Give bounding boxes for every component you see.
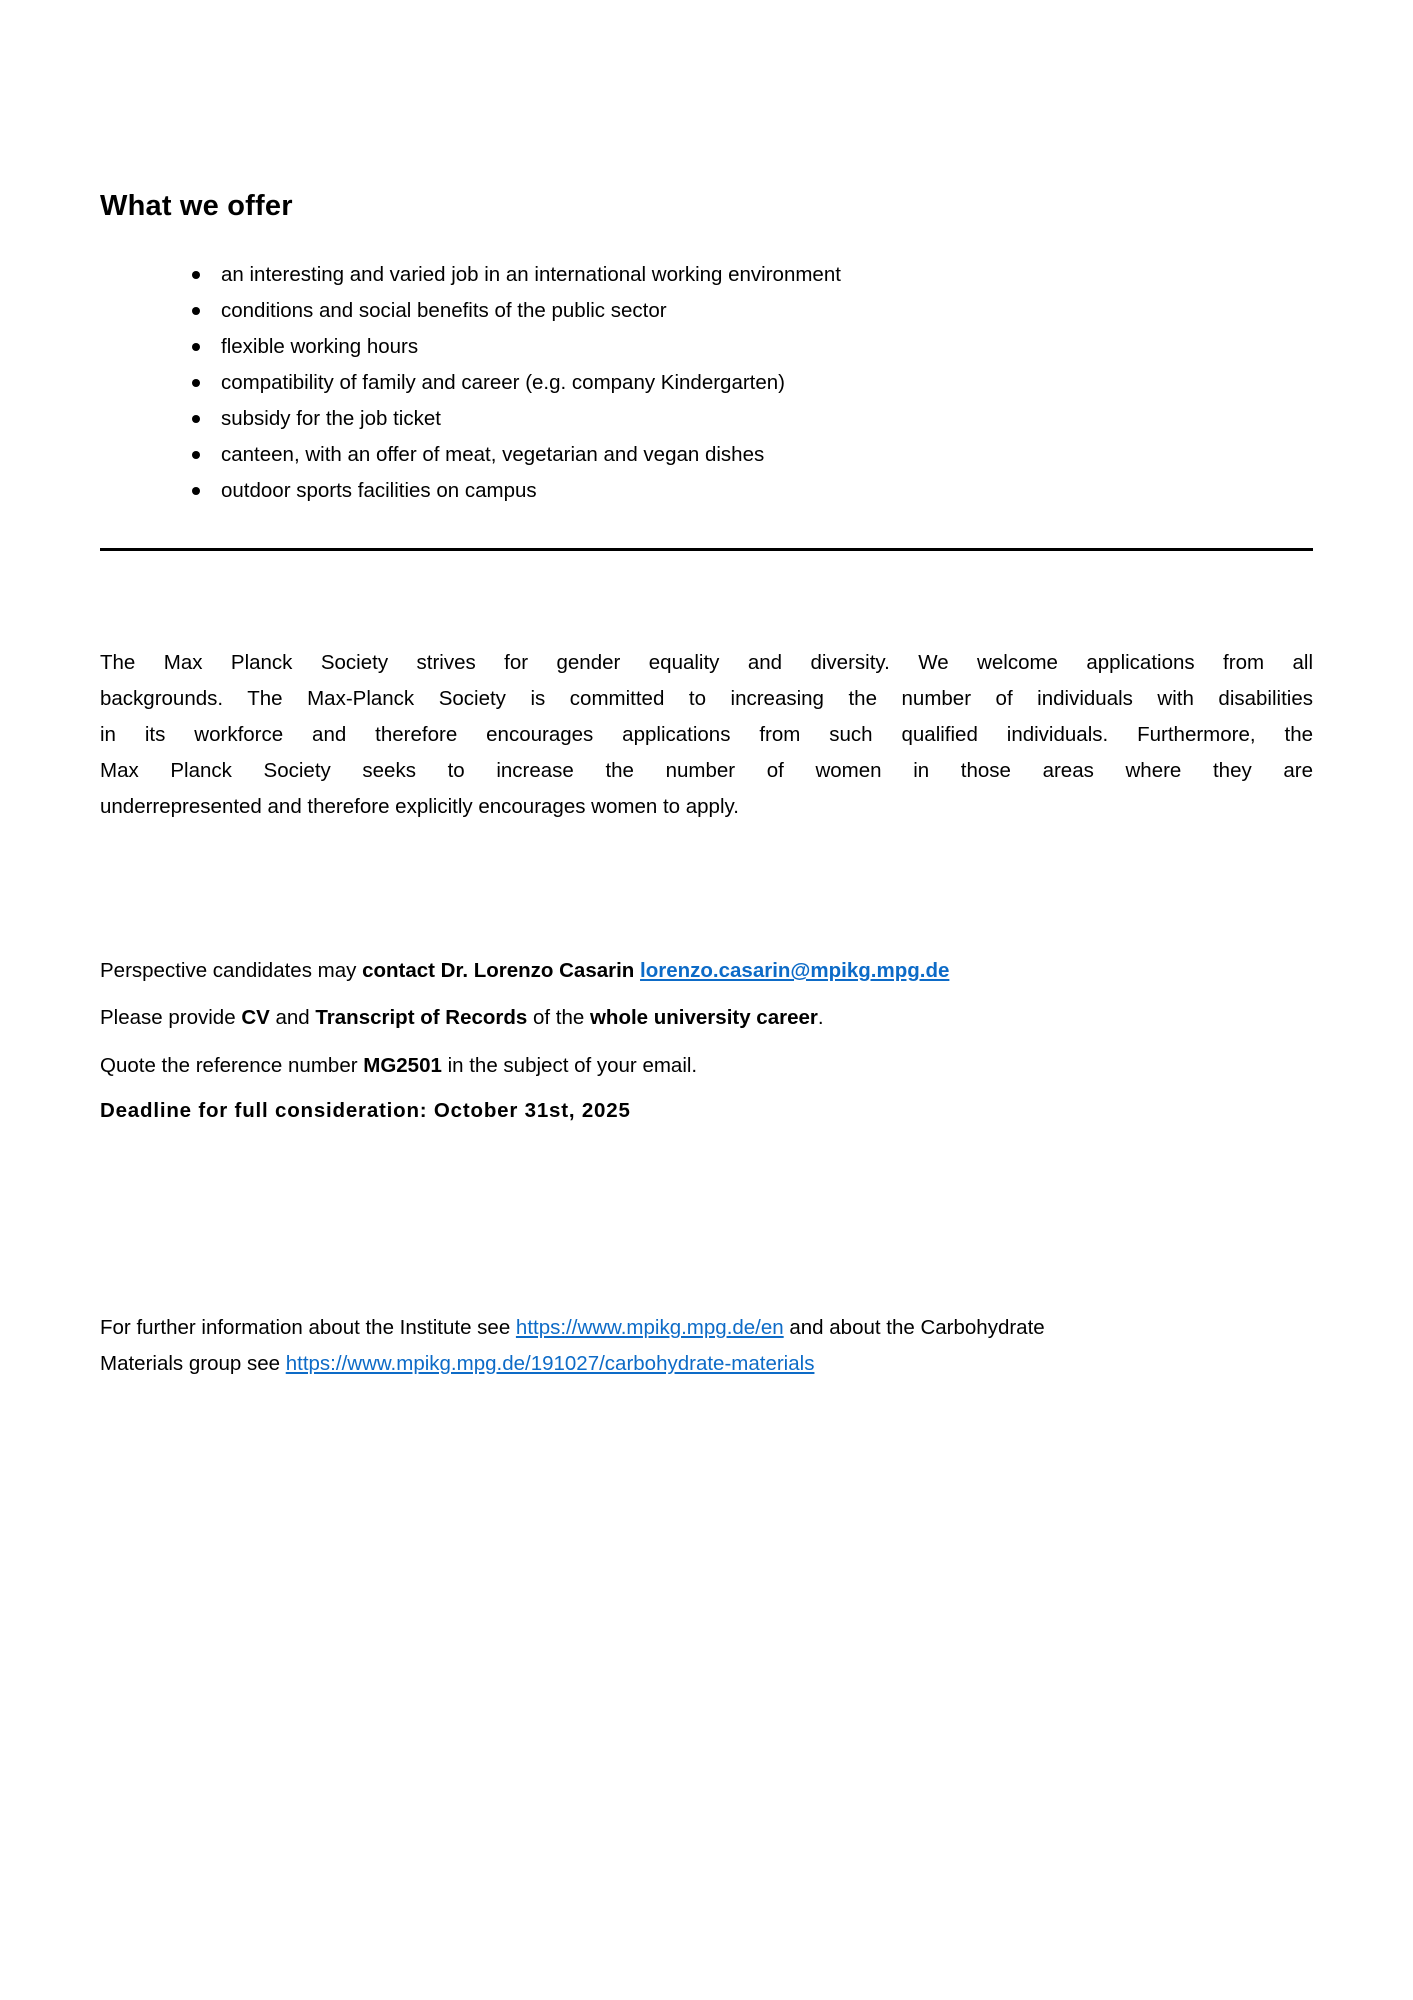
list-item-text: flexible working hours <box>221 335 419 358</box>
diversity-paragraph-line: The Max Planck Society strives for gender equality and diversity. We welcome applications from all <box>100 651 1313 674</box>
carbohydrate-group-link[interactable]: https://www.mpikg.mpg.de/191027/carbohydrate-materials <box>285 1352 815 1375</box>
contact-line <box>100 957 1313 985</box>
documents-line <box>100 1004 1313 1032</box>
further-info-line <box>100 1310 1313 1346</box>
reference-text: Quote the reference number <box>100 1054 364 1077</box>
further-info-paragraph <box>100 1310 1313 1382</box>
further-info-line <box>100 1346 1313 1382</box>
further-info-text: Materials group see <box>100 1352 286 1375</box>
list-item-text: compatibility of family and career (e.g. company Kindergarten) <box>221 371 786 394</box>
list-item <box>100 257 1313 293</box>
section-divider <box>100 548 1313 551</box>
bullet-icon <box>192 379 200 387</box>
institute-link[interactable]: https://www.mpikg.mpg.de/en <box>515 1316 784 1339</box>
contact-text: Perspective candidates may <box>100 959 363 982</box>
offer-list <box>100 257 1313 509</box>
reference-number: MG2501 <box>363 1054 442 1077</box>
list-item <box>100 437 1313 473</box>
reference-line <box>100 1052 1313 1080</box>
reference-text: in the subject of your email. <box>441 1054 698 1077</box>
cv-bold: CV <box>241 1006 270 1029</box>
diversity-paragraph-line: Max Planck Society seeks to increase the number of women in those areas where they are <box>100 759 1313 782</box>
diversity-paragraph-line: backgrounds. The Max-Planck Society is committed to increasing the number of individuals with disabilities <box>100 687 1313 710</box>
list-item-text: an interesting and varied job in an international working environment <box>221 263 841 286</box>
list-item <box>100 401 1313 437</box>
bullet-icon <box>192 415 200 423</box>
list-item-text: conditions and social benefits of the public sector <box>221 299 667 322</box>
transcript-bold: Transcript of Records <box>315 1006 528 1029</box>
list-item <box>100 473 1313 509</box>
list-item-text: outdoor sports facilities on campus <box>221 479 537 502</box>
bullet-icon <box>192 307 200 315</box>
diversity-paragraph <box>100 645 1313 825</box>
bullet-icon <box>192 271 200 279</box>
list-item <box>100 365 1313 401</box>
contact-email-link[interactable]: lorenzo.casarin@mpikg.mpg.de <box>640 959 950 982</box>
bullet-icon <box>192 451 200 459</box>
documents-text: of the <box>527 1006 590 1029</box>
bullet-icon <box>192 487 200 495</box>
contact-name-bold: contact Dr. Lorenzo Casarin <box>362 959 641 982</box>
list-item <box>100 329 1313 365</box>
career-bold: whole university career <box>589 1006 818 1029</box>
documents-text: and <box>269 1006 316 1029</box>
further-info-text: For further information about the Institute see <box>100 1316 516 1339</box>
list-item <box>100 293 1313 329</box>
further-info-text: and about the Carbohydrate <box>783 1316 1045 1339</box>
bullet-icon <box>192 343 200 351</box>
deadline-line: Deadline for full consideration: October 31st, 2025 <box>100 1099 631 1122</box>
list-item-text: canteen, with an offer of meat, vegetarian and vegan dishes <box>221 443 765 466</box>
diversity-paragraph-line: in its workforce and therefore encourages applications from such qualified individuals. Furthermore, the <box>100 723 1313 746</box>
documents-text: . <box>817 1006 824 1029</box>
diversity-paragraph-line: underrepresented and therefore explicitly encourages women to apply. <box>100 795 739 818</box>
documents-text: Please provide <box>100 1006 242 1029</box>
list-item-text: subsidy for the job ticket <box>221 407 441 430</box>
offer-heading: What we offer <box>100 190 293 222</box>
